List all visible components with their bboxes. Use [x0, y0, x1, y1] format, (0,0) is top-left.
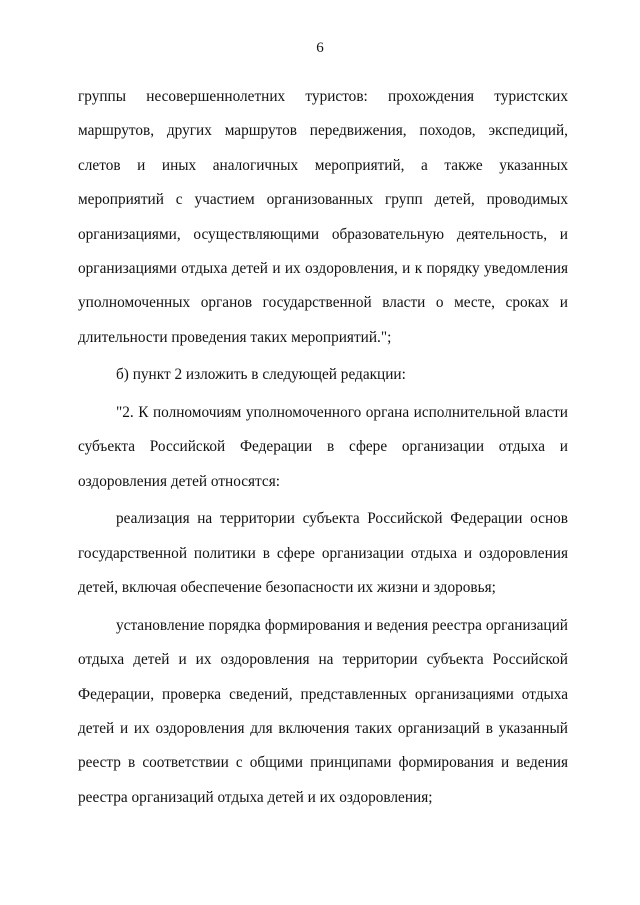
paragraph-continuation: группы несовершеннолетних туристов: прохождения туристских маршрутов, других маршрутов передвижения, походов, экспедиций, слетов и иных аналогичных мероприятий, а также указанных мероприятий с участием организованных групп детей, проводимых организациями, осуществляющими образовательную деятельность, и организациями отдыха детей и их оздоровления, и к порядку уведомления уполномоченных органов государственной власти о месте, сроках и длительности проведения таких мероприятий."; — [78, 88, 568, 346]
document-body — [78, 80, 568, 818]
paragraph-point-2-intro: "2. К полномочиям уполномоченного органа исполнительной власти субъекта Российской Федерации в сфере организации отдыха и оздоровления детей относятся: — [78, 404, 568, 490]
paragraph-subpoint-b: б) пункт 2 изложить в следующей редакции: — [116, 366, 406, 384]
page-number: 6 — [316, 40, 324, 56]
paragraph-registry: установление порядка формирования и ведения реестра организаций отдыха детей и их оздоровления на территории субъекта Российской Федерации, проверка сведений, представленных организациями отдыха детей и их оздоровления для включения таких организаций в указанный реестр в соответствии с общими принципами формирования и ведения реестра организаций отдыха детей и их оздоровления; — [78, 616, 568, 806]
paragraph-implementation: реализация на территории субъекта Российской Федерации основ государственной политики в сфере организации отдыха и оздоровления детей, включая обеспечение безопасности их жизни и здоровья; — [78, 510, 568, 597]
